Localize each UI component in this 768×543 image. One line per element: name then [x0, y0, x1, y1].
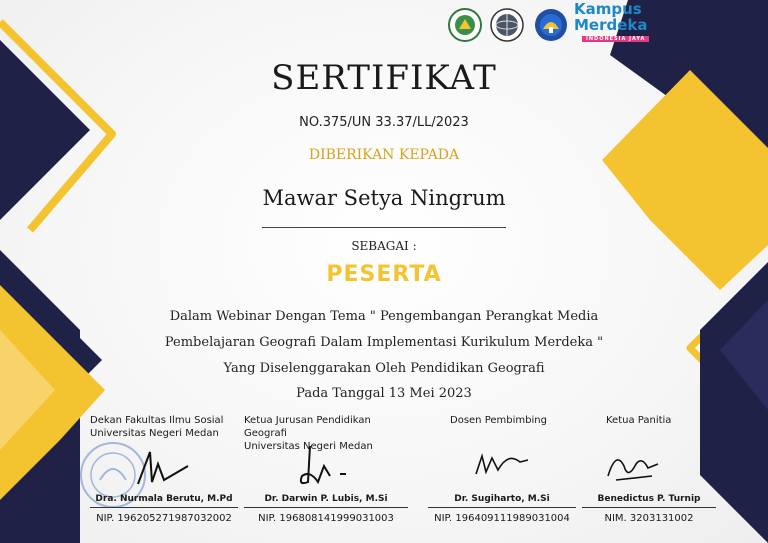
- signatory-name: Dr. Sugiharto, M.Si: [454, 494, 550, 504]
- signatory-id: NIP. 196205271987032002: [96, 513, 232, 524]
- signatory-name: Dra. Nurmala Berutu, M.Pd: [95, 494, 233, 504]
- signatory-id: NIP. 196808141999031003: [258, 513, 394, 524]
- signatory-position: Dosen Pembimbing: [450, 415, 547, 426]
- body-line-2: Pembelajaran Geografi Dalam Implementasi Kurikulum Merdeka ": [164, 335, 604, 350]
- name-underline: [262, 227, 506, 228]
- signature-underline: [582, 507, 716, 508]
- kampus-merdeka-tagline: INDONESIA JAYA: [582, 36, 649, 42]
- certificate-number: NO.375/UN 33.37/LL/2023: [299, 115, 469, 130]
- signatory-dept-head: [244, 414, 408, 534]
- kampus-merdeka-line1: Kampus: [574, 0, 642, 18]
- signatory-id: NIM. 3203131002: [604, 513, 694, 524]
- body-line-4: Pada Tanggal 13 Mei 2023: [296, 386, 472, 401]
- body-line-1: Dalam Webinar Dengan Tema " Pengembangan Perangkat Media: [169, 309, 599, 324]
- geography-dept-logo-icon: [489, 7, 525, 43]
- given-to-label: DIBERIKAN KEPADA: [308, 147, 460, 163]
- signature-underline: [428, 507, 576, 508]
- signature-icon: [602, 446, 672, 486]
- recipient-name: Mawar Setya Ningrum: [262, 186, 506, 210]
- participant-role: PESERTA: [326, 262, 442, 287]
- signatory-supervisor: [428, 414, 576, 534]
- signatory-position: Dekan Fakultas Ilmu Sosial Universitas Negeri Medan: [90, 415, 224, 439]
- university-logo-icon: [447, 7, 483, 43]
- signatory-name: Benedictus P. Turnip: [597, 494, 701, 504]
- signature-underline: [244, 507, 408, 508]
- signature-icon: [468, 444, 538, 484]
- signatory-id: NIP. 196409111989031004: [434, 513, 570, 524]
- as-label: SEBAGAI :: [351, 239, 417, 253]
- body-line-3: Yang Diselenggarakan Oleh Pendidikan Geografi: [223, 361, 545, 376]
- signatory-position: Ketua Panitia: [606, 415, 672, 426]
- kampus-merdeka-line2: Merdeka: [574, 16, 648, 34]
- certificate-title: SERTIFIKAT: [271, 58, 497, 98]
- signatory-committee-chair: [582, 414, 716, 534]
- signatory-position: Ketua Jurusan Pendidikan Geografi Universitas Negeri Medan: [244, 415, 373, 452]
- signatory-name: Dr. Darwin P. Lubis, M.Si: [264, 494, 388, 504]
- kampus-merdeka-logo: [574, 2, 674, 46]
- signature-underline: [90, 507, 238, 508]
- ministry-logo-icon: [533, 7, 569, 43]
- signatory-dean: [90, 414, 238, 534]
- signature-icon: [128, 444, 198, 494]
- signature-icon: [290, 442, 360, 492]
